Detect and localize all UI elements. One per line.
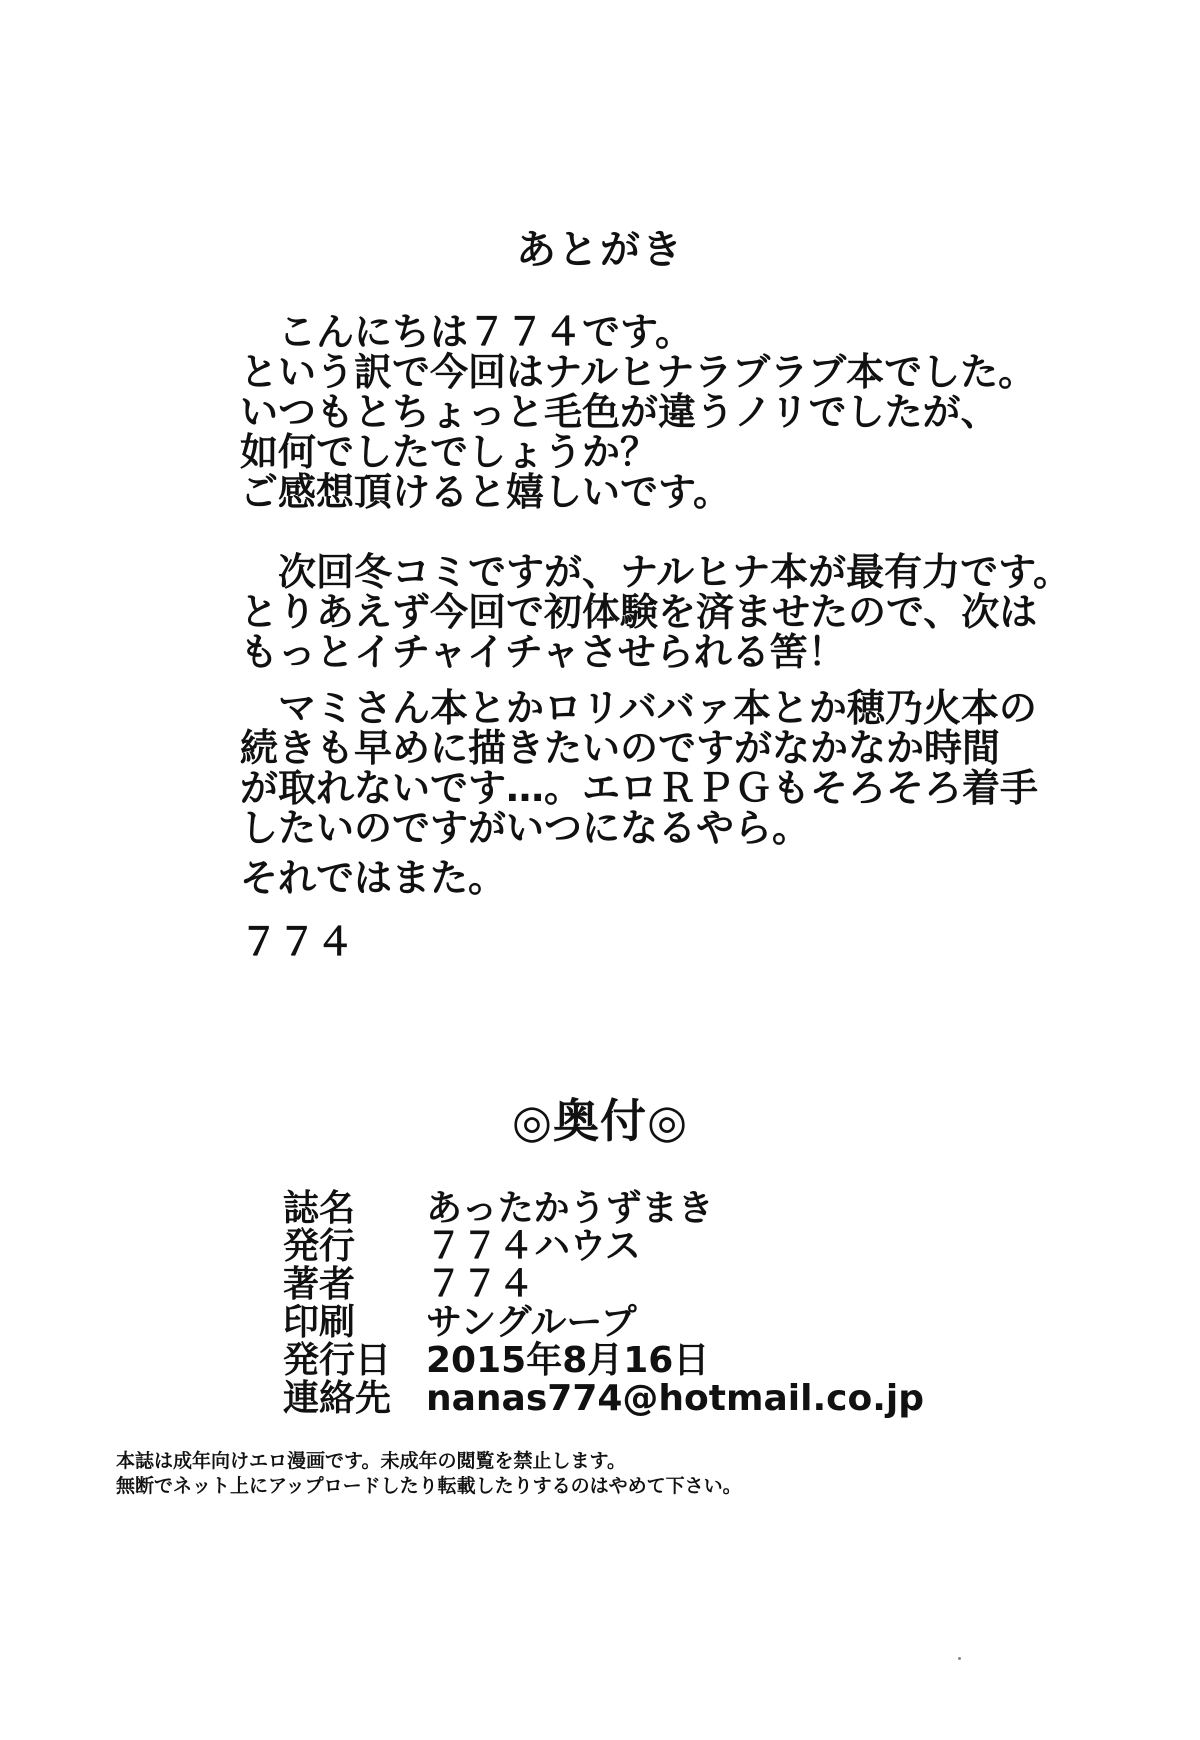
text-line: 次回冬コミですが、ナルヒナ本が最有力です。 [240,550,1072,594]
afterword-signature [240,922,1000,962]
legal-notice [116,1449,742,1499]
text-line: マミさん本とかロリババァ本とか穂乃火本の [240,686,1037,730]
afterword-paragraph-3 [240,686,1039,850]
text-line: ご感想頂けると嬉しいです。 [240,470,731,514]
colophon-value: あったかうずまき [426,1188,714,1229]
text-line: とりあえず今回で初体験を済ませたので、次は [240,590,1038,634]
colophon-key: 発行 [283,1226,356,1267]
afterword-title: あとがき [516,227,684,273]
colophon-row-date [283,1342,983,1380]
scan-speck [958,1657,961,1660]
colophon-key: 連絡先 [283,1378,392,1419]
contact-email: nanas774@hotmail.co.jp [426,1378,925,1419]
colophon-key: 発行日 [283,1340,392,1381]
colophon-row-title [283,1190,983,1228]
colophon-table [283,1190,983,1418]
colophon-value: ７７４ [426,1264,535,1305]
colophon-value: 2015年8月16日 [426,1340,710,1381]
text-line: いつもとちょっと毛色が違うノリでしたが、 [240,390,999,434]
afterword-paragraph-2 [240,550,1072,674]
afterword-paragraph-1 [240,310,1037,514]
colophon-row-publisher [283,1228,983,1266]
afterword-closing [240,858,1000,898]
text-line: こんにちは７７４です。 [240,310,693,354]
colophon-key: 印刷 [283,1302,356,1343]
colophon-value: サングループ [426,1302,637,1343]
text-line: したいのですがいつになるやら。 [240,806,811,850]
notice-line: 本誌は成年向けエロ漫画です。未成年の閲覧を禁止します。 [116,1450,626,1472]
text-line: という訳で今回はナルヒナラブラブ本でした。 [240,350,1037,394]
colophon-value: ７７４ハウス [426,1226,641,1267]
text-line: 続きも早めに描きたいのですがなかなか時間 [240,726,1001,770]
colophon-row-printer [283,1304,983,1342]
colophon-row-contact [283,1380,983,1418]
colophon-row-author [283,1266,983,1304]
text-line: それではまた。 [240,856,507,900]
text-line: が取れないです…。エロＲＰＧもそろそろ着手 [240,766,1039,810]
author-signature: ７７４ [240,920,355,964]
text-line: 如何でしたでしょうか？ [240,430,659,474]
notice-line: 無断でネット上にアップロードしたり転載したりするのはやめて下さい。 [116,1475,742,1497]
text-line: もっとイチャイチャさせられる筈！ [240,630,846,674]
colophon-title: ◎奥付◎ [511,1094,689,1148]
colophon-key: 著者 [283,1264,356,1305]
colophon-key: 誌名 [283,1188,356,1229]
